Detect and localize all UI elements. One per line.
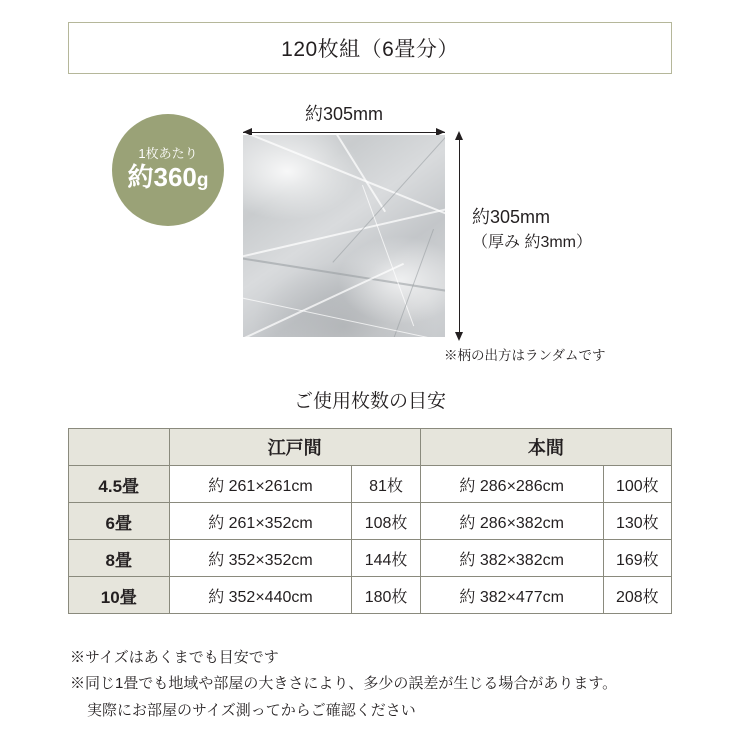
weight-value-unit: g <box>196 170 209 192</box>
weight-badge-prefix: 1枚あたり <box>138 146 198 162</box>
table-row <box>69 503 672 540</box>
height-value: 約305mm <box>472 207 551 227</box>
row-label: 10畳 <box>69 577 170 614</box>
weight-value-number: 約360 <box>127 162 197 193</box>
weight-badge <box>112 114 224 226</box>
honma-size: 約 382×477cm <box>420 577 603 614</box>
usage-table <box>68 428 672 614</box>
height-arrow-up-icon <box>455 131 463 140</box>
usage-table-heading: ご使用枚数の目安 <box>293 391 446 412</box>
edoma-count: 108枚 <box>352 503 420 540</box>
honma-count: 100枚 <box>603 466 671 503</box>
footnotes <box>70 645 617 724</box>
footnote-1: ※サイズはあくまでも目安です <box>70 649 279 666</box>
honma-size: 約 286×382cm <box>420 503 603 540</box>
header-edoma: 江戸間 <box>169 429 420 466</box>
height-dimension-line <box>459 135 460 337</box>
honma-count: 169枚 <box>603 540 671 577</box>
honma-size: 約 286×286cm <box>420 466 603 503</box>
tile-image <box>243 135 445 337</box>
height-dimension-label <box>472 204 592 255</box>
usage-table-body <box>69 466 672 614</box>
title-banner <box>68 22 672 74</box>
edoma-count: 81枚 <box>352 466 420 503</box>
height-arrow-down-icon <box>455 332 463 341</box>
row-label: 4.5畳 <box>69 466 170 503</box>
table-row <box>69 577 672 614</box>
width-dimension-label: 約305mm <box>304 104 384 124</box>
row-label: 6畳 <box>69 503 170 540</box>
thickness-value: （厚み 約3mm） <box>472 234 593 251</box>
pattern-random-note: ※柄の出方はランダムです <box>444 348 606 363</box>
footnote-2: ※同じ1畳でも地域や部屋の大きさにより、多少の誤差が生じる場合があります。 <box>70 675 618 693</box>
edoma-count: 180枚 <box>352 577 420 614</box>
header-honma: 本間 <box>420 429 671 466</box>
edoma-size: 約 261×261cm <box>169 466 352 503</box>
honma-count: 130枚 <box>603 503 671 540</box>
edoma-size: 約 352×440cm <box>169 577 352 614</box>
table-row <box>69 540 672 577</box>
edoma-size: 約 352×352cm <box>169 540 352 577</box>
edoma-size: 約 261×352cm <box>169 503 352 540</box>
footnote-3: 実際にお部屋のサイズ測ってからご確認ください <box>87 701 416 719</box>
page-title: 120枚組（6畳分） <box>281 38 459 61</box>
edoma-count: 144枚 <box>352 540 420 577</box>
honma-size: 約 382×382cm <box>420 540 603 577</box>
width-dimension-line <box>243 132 445 133</box>
weight-badge-value <box>128 163 209 193</box>
honma-count: 208枚 <box>603 577 671 614</box>
table-header-row <box>69 429 672 466</box>
table-row <box>69 466 672 503</box>
tile-diagram <box>0 92 740 377</box>
row-label: 8畳 <box>69 540 170 577</box>
usage-table-head <box>69 429 672 466</box>
header-blank <box>69 429 170 466</box>
